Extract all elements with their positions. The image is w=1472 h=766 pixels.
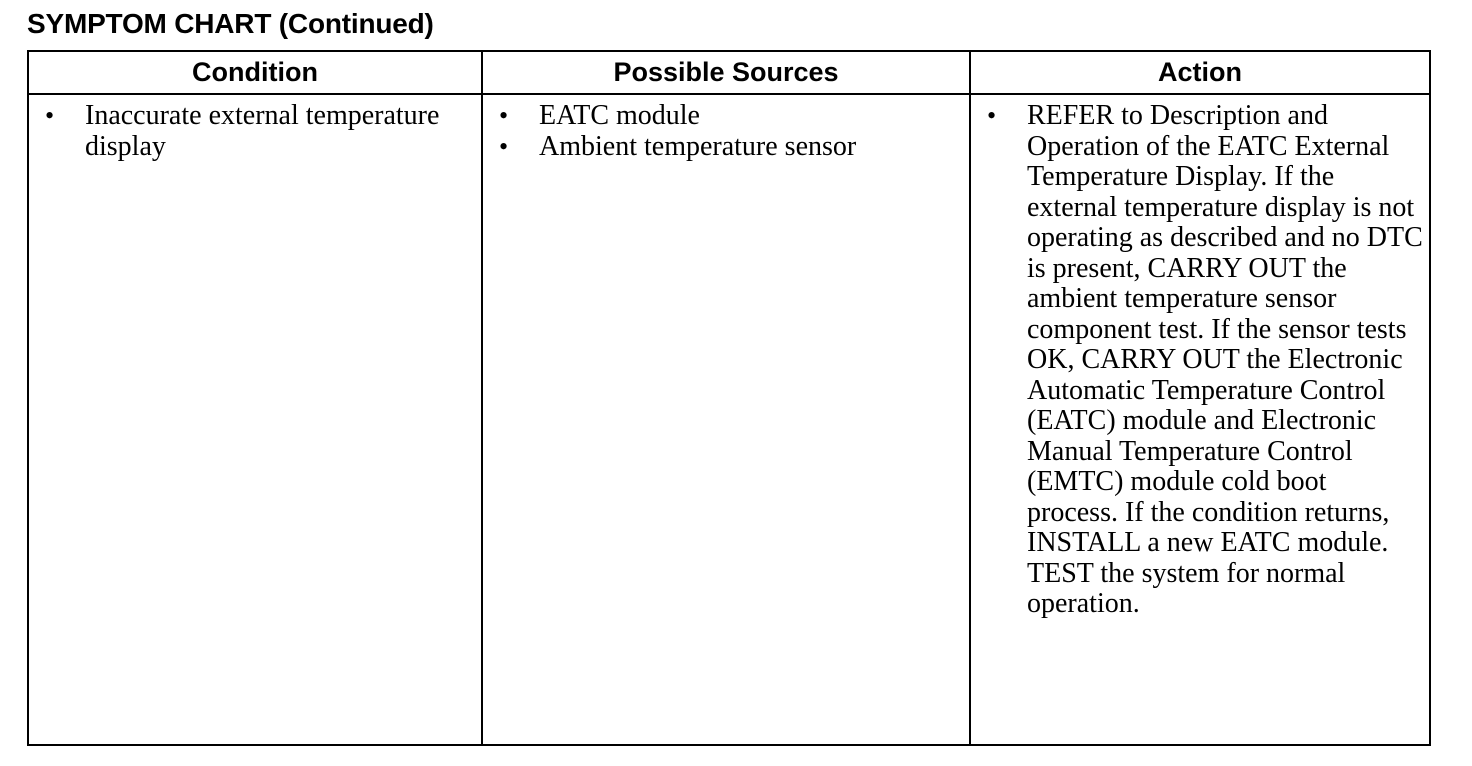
table-header-row (28, 51, 1430, 94)
action-text: REFER to Description and Operation of the EATC External Temperature Display. If the external temperature display is not operating as described and no DTC is present, CARRY OUT the ambient temperature sensor component test. If the sensor tests OK, CARRY OUT the Electronic Automatic Temperature Control (EATC) module and Electronic Manual Temperature Control (EMTC) module cold boot process. If the condition returns, INSTALL a new EATC module. TEST the system for normal operation. (1027, 100, 1423, 619)
bullet-icon: • (499, 131, 509, 161)
condition-list (39, 101, 477, 162)
action-cell (970, 94, 1430, 745)
condition-text: Inaccurate external temperature display (85, 100, 440, 162)
source-text: Ambient temperature sensor (539, 130, 857, 162)
bullet-icon: • (45, 101, 55, 130)
condition-cell (28, 94, 482, 745)
bullet-icon: • (499, 101, 509, 130)
list-item (493, 132, 965, 163)
page-title: SYMPTOM CHART (Continued) (27, 8, 434, 39)
column-header-possible-sources: Possible Sources (482, 51, 970, 94)
list-item (493, 101, 965, 132)
bullet-icon: • (987, 101, 997, 130)
action-list (981, 101, 1425, 620)
source-text: EATC module (539, 100, 700, 131)
column-header-condition: Condition (28, 51, 482, 94)
possible-sources-cell (482, 94, 970, 745)
column-header-action: Action (970, 51, 1430, 94)
symptom-chart-table (27, 50, 1431, 746)
sources-list (493, 101, 965, 162)
list-item (39, 101, 477, 162)
list-item (981, 101, 1425, 620)
table-row (28, 94, 1430, 745)
